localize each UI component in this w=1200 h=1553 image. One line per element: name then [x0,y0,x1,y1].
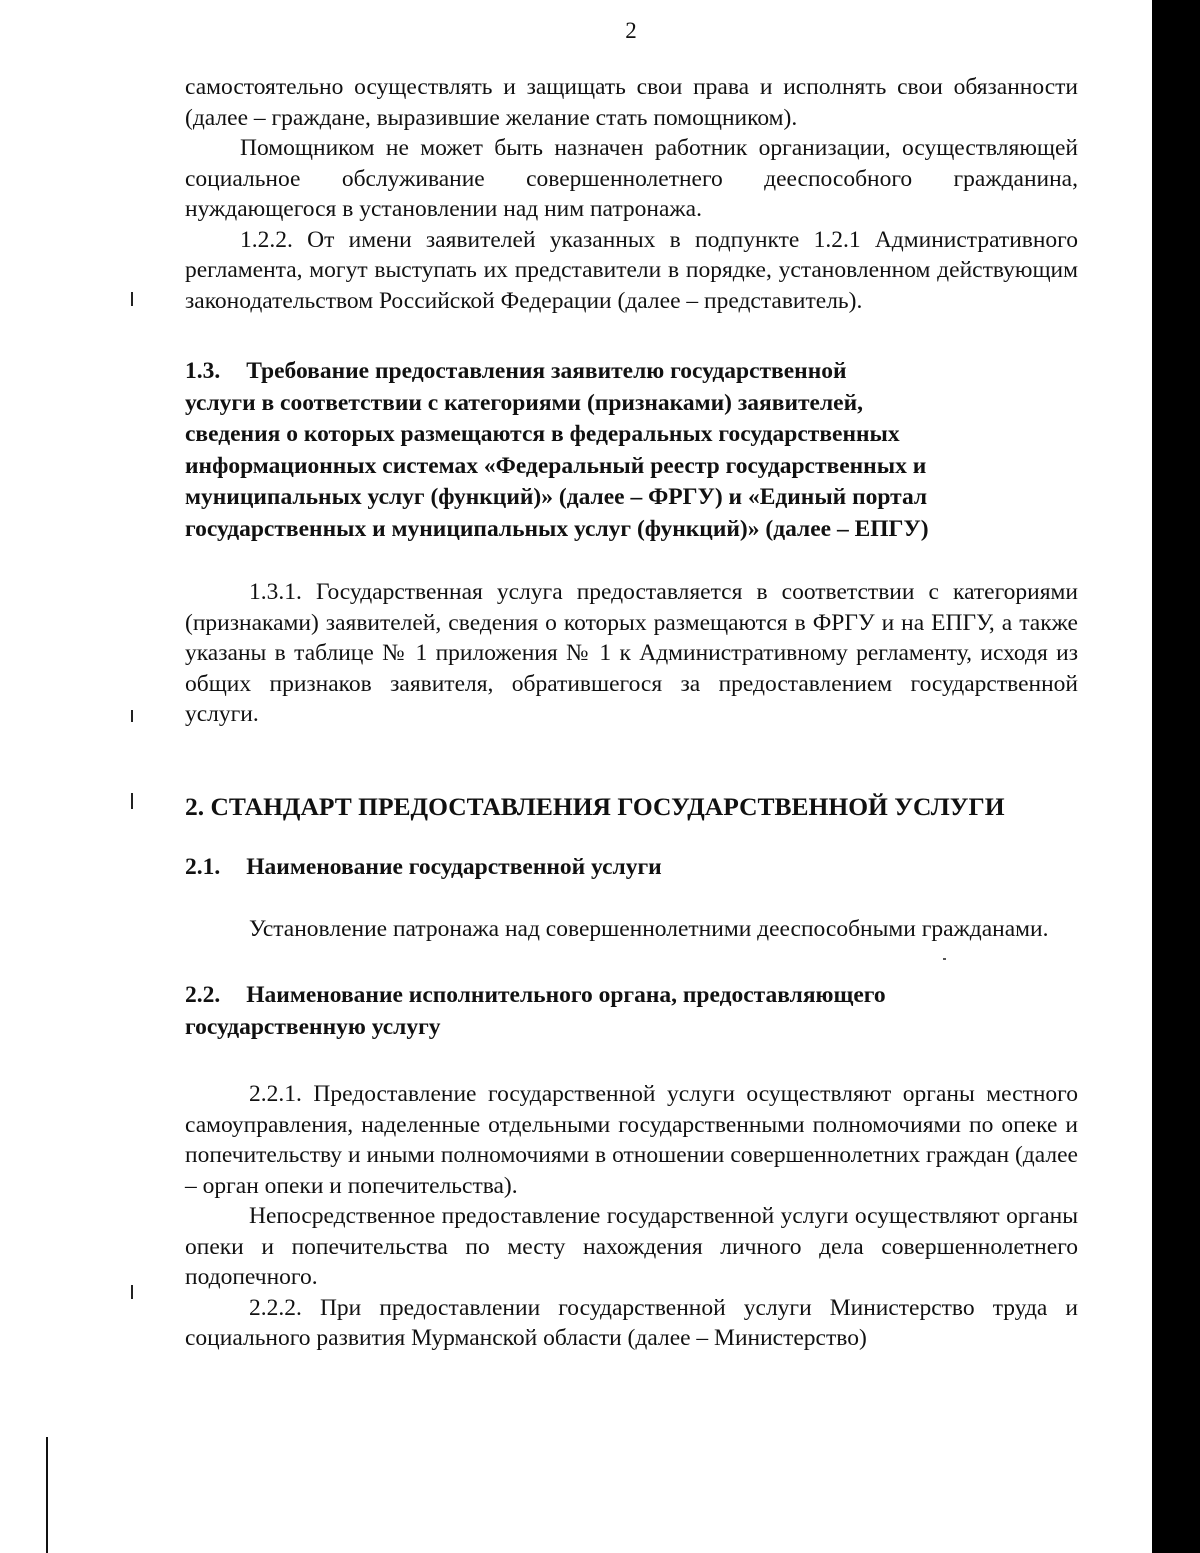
paragraph-2-2-1: 2.2.1. Предоставление государственной услуги осуществляют органы местного самоуправления, наделенные отдельными государственными полномочиями по опеке и попечительству и иными полномочиями в отношении совершеннолетних граждан (далее – орган опеки и попечительства). [185,1081,1078,1199]
heading-2-1-title: Наименование государственной услуги [246,854,662,880]
heading-1-3-line: Требование предоставления заявителю государственной [246,358,847,384]
paragraph-1-2-2: 1.2.2. От имени заявителей указанных в подпункте 1.2.1 Административного регламента, могут выступать их представители в порядке, установленном действующим законодательством Российской Федерации (далее – представитель). [185,226,1078,314]
heading-2-2-number: 2.2. [185,982,221,1008]
paragraph-service-name: Установление патронажа над совершеннолетними дееспособными гражданами. [249,915,1049,942]
heading-2-2-line: государственную услугу [185,1013,441,1040]
paragraph-applicants-continuation: самостоятельно осуществлять и защищать свои права и исполнять свои обязанности (далее – граждане, выразившие желание стать помощником). [185,74,1078,131]
heading-1-3-line: государственных и муниципальных услуг (функций)» (далее – ЕПГУ) [185,515,929,542]
scan-speck [943,958,946,960]
paragraph-2-2-2: 2.2.2. При предоставлении государственной услуги Министерство труда и социального развития Мурманской области (далее – Министерство) [185,1294,1078,1351]
scan-margin-mark [131,1285,133,1299]
heading-2-2-line: Наименование исполнительного органа, предоставляющего [246,982,886,1008]
heading-1-3 [185,356,1078,545]
heading-1-3-line: муниципальных услуг (функций)» (далее – ФРГУ) и «Единый портал [185,484,928,510]
heading-2-1-number: 2.1. [185,854,221,880]
heading-1-3-line: сведения о которых размещаются в федеральных государственных [185,421,900,447]
scan-margin-mark [131,793,133,809]
page-number: 2 [625,18,637,43]
section-2-title: 2. СТАНДАРТ ПРЕДОСТАВЛЕНИЯ ГОСУДАРСТВЕННОЙ УСЛУГИ [185,791,1005,821]
heading-1-3-line: информационных системах «Федеральный реестр государственных и [185,452,927,479]
heading-2-2 [185,980,1078,1043]
heading-2-1 [185,852,1078,884]
scan-margin-mark [131,710,133,722]
scan-edge-line [46,1437,48,1553]
paragraph-1-3-1: 1.3.1. Государственная услуга предоставляется в соответствии с категориями (признаками) заявителей, сведения о которых размещаются в ФРГУ и на ЕПГУ, а также указаны в таблице № 1 приложения № 1 к Административному регламенту, исходя из общих признаков заявителя, обратившегося за предоставлением государственной услуги. [185,579,1078,727]
heading-1-3-line: услуги в соответствии с категориями (признаками) заявителей, [185,389,864,416]
document-body [185,72,1078,1354]
heading-1-3-number: 1.3. [185,358,221,384]
paragraph-direct-provision: Непосредственное предоставление государственной услуги осуществляют органы опеки и попечительства по месту нахождения личного дела совершеннолетнего подопечного. [185,1203,1078,1290]
paragraph-assistant-restriction: Помощником не может быть назначен работник организации, осуществляющей социальное обслуживание совершеннолетнего дееспособного гражданина, нуждающегося в установлении над ним патронажа. [185,135,1078,222]
scan-margin-mark [131,292,133,306]
scan-edge-shadow [1152,0,1200,1553]
